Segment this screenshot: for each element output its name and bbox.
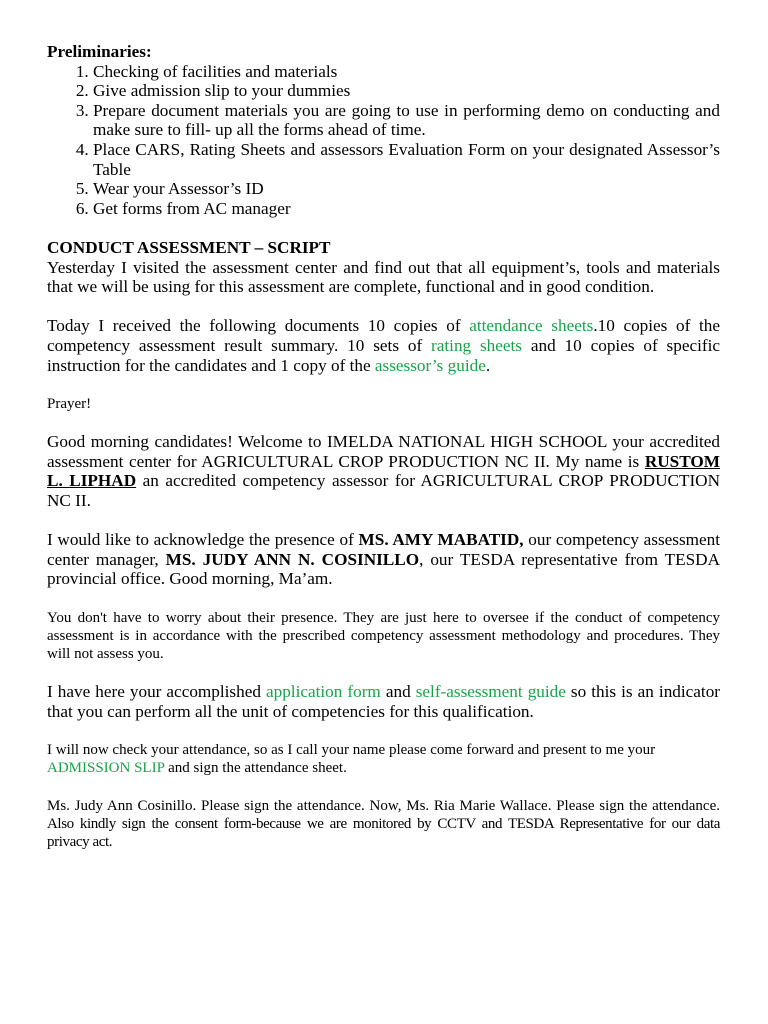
rating-sheets-link[interactable]: rating sheets: [431, 335, 523, 355]
self-assessment-guide-link[interactable]: self-assessment guide: [415, 682, 566, 702]
text: so this is an indicator that you can perform all the unit of competencies for this qualification.: [47, 682, 721, 721]
assessor-name: RUSTOM L. LIPHAD: [47, 451, 720, 491]
text: an accredited competency assessor for AGRICULTURAL CROP PRODUCTION NC II.: [47, 471, 720, 511]
text: our competency assessment center manager,: [47, 530, 721, 569]
list-item: 4. Place CARS, Rating Sheets and assessors Evaluation Form on your designated Assessor’s Table: [93, 140, 720, 179]
paragraph-sign: [47, 797, 720, 851]
script-heading: CONDUCT ASSESSMENT – SCRIPT: [47, 237, 331, 257]
assessors-guide-link[interactable]: assessor’s guide: [374, 355, 486, 375]
text: I would like to acknowledge the presence of: [47, 530, 359, 550]
text: and: [380, 682, 416, 702]
center-manager-name: MS. AMY MABATID,: [358, 530, 524, 550]
paragraph-oversee: You don't have to worry about their presence. They are just here to oversee if the conduct of competency assessment is in accordance with the prescribed competency assessment methodology and procedures. They will not assess you.: [47, 609, 720, 662]
paragraph-application: [47, 682, 720, 721]
preliminaries-list: [47, 62, 720, 219]
text: and 10 copies of specific instruction for the candidates and 1 copy of the: [47, 335, 720, 375]
text: Today I received the following documents 10 copies of: [47, 316, 470, 336]
text: .: [485, 355, 491, 375]
paragraph-welcome: [47, 432, 720, 510]
text: I have here your accomplished: [47, 682, 266, 702]
tesda-representative-name: MS. JUDY ANN N. COSINILLO: [165, 549, 420, 569]
text: Good morning candidates! Welcome to IMELDA NATIONAL HIGH SCHOOL your accredited assessment center for AGRICULTURAL CROP PRODUCTION NC II. My name is: [47, 432, 720, 471]
text: .10 copies of the competency assessment result summary. 10 sets of: [47, 316, 720, 355]
paragraph-attendance: [47, 741, 720, 777]
list-item: 2. Give admission slip to your dummies: [93, 81, 720, 101]
preliminaries-heading: Preliminaries:: [47, 42, 152, 61]
text: I will now check your attendance, so as I call your name please come forward and present to me your: [47, 742, 656, 758]
admission-slip-link[interactable]: ADMISSION SLIP: [47, 760, 165, 776]
list-item: 5. Wear your Assessor’s ID: [93, 179, 720, 199]
paragraph-visit: Yesterday I visited the assessment center and find out that all equipment’s, tools and materials that we will be using for this assessment are complete, functional and in good condition.: [47, 257, 720, 297]
consent-text: Also kindly sign the consent form-because we are monitored by CCTV and TESDA Representative for our data privacy act.: [47, 815, 720, 850]
list-item: 3. Prepare document materials you are going to use in performing demo on conducting and make sure to fill- up all the forms ahead of time.: [93, 101, 720, 140]
attendance-sheets-link[interactable]: attendance sheets: [469, 316, 594, 336]
application-form-link[interactable]: application form: [265, 682, 381, 702]
list-item: 1. Checking of facilities and materials: [93, 62, 720, 82]
text: , our TESDA representative from TESDA provincial office. Good morning, Ma’am.: [47, 549, 720, 589]
prayer-line: Prayer!: [47, 395, 92, 412]
list-item: 6. Get forms from AC manager: [93, 199, 720, 219]
paragraph-acknowledge: [47, 530, 720, 589]
text: and sign the attendance sheet.: [164, 760, 347, 776]
document-page: [47, 42, 720, 851]
paragraph-documents: [47, 316, 720, 375]
text: Ms. Judy Ann Cosinillo. Please sign the attendance. Now, Ms. Ria Marie Wallace. Please sign the attendance.: [47, 797, 720, 814]
